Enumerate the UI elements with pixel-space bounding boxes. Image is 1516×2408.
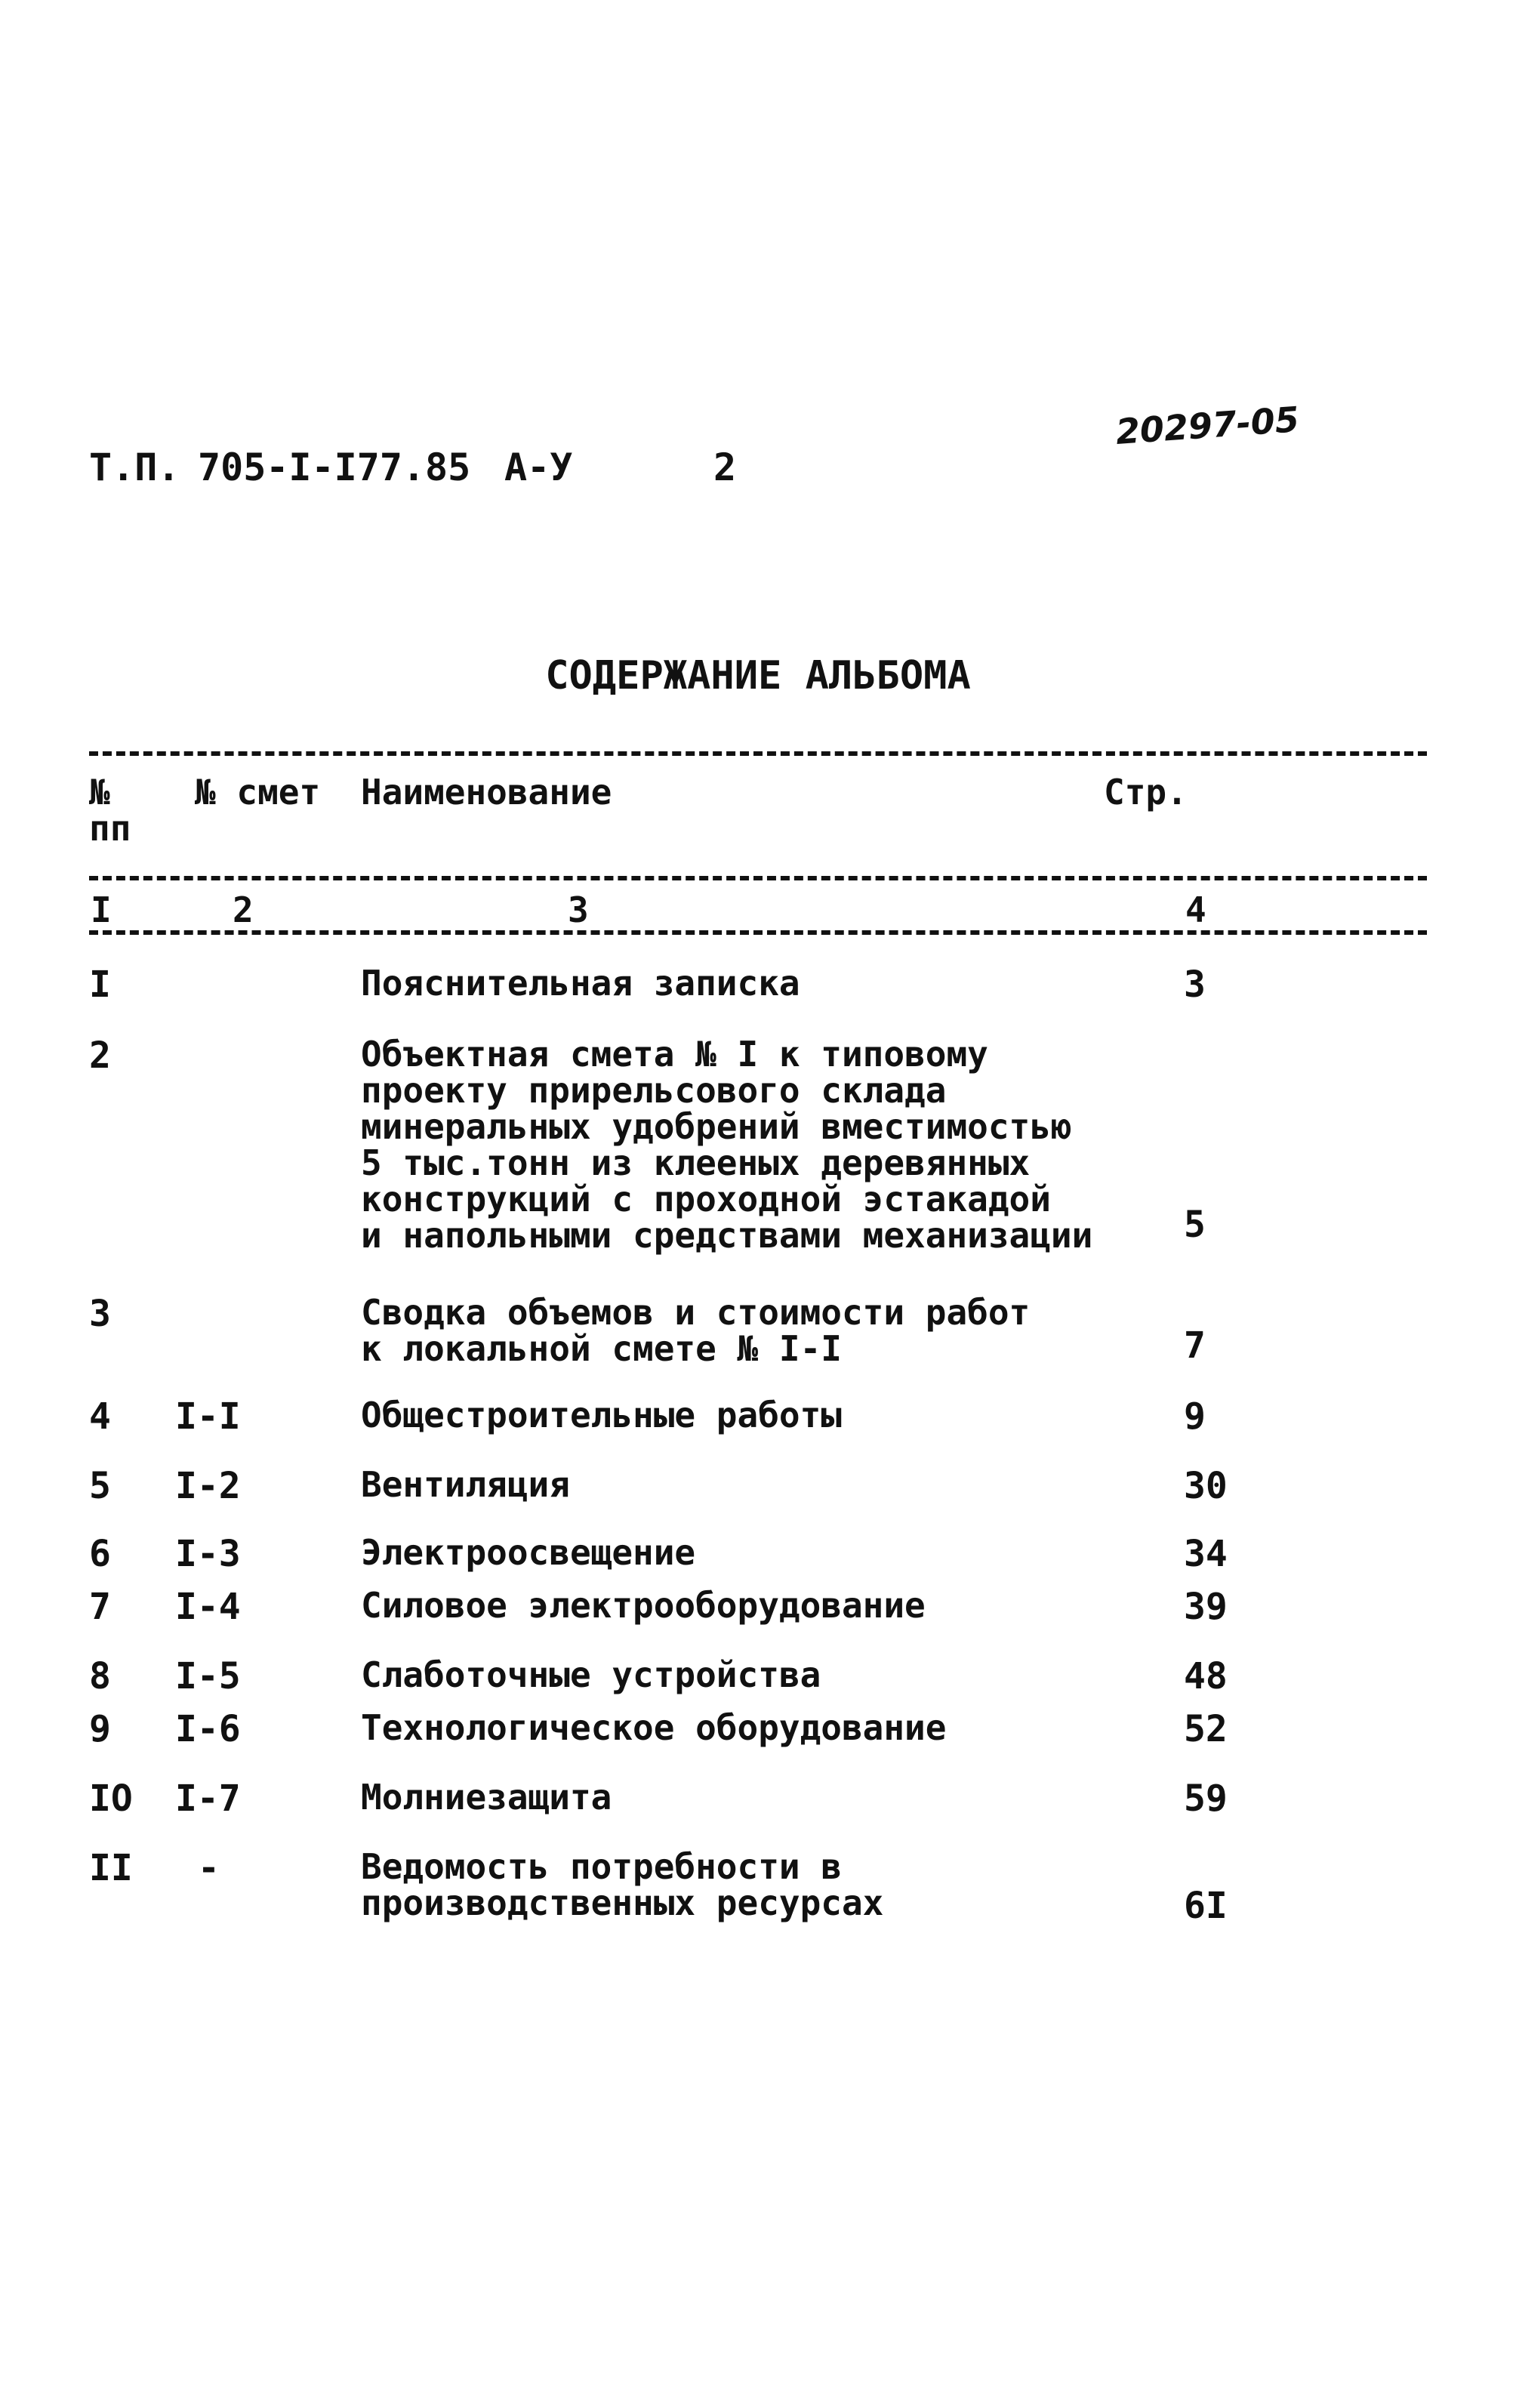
col-header-no-sub: пп	[89, 808, 131, 849]
row-page: 30	[1184, 1465, 1228, 1507]
row-number: 8	[89, 1655, 111, 1697]
row-number: 6	[89, 1533, 111, 1575]
row-page: 6I	[1184, 1885, 1228, 1927]
row-number: 7	[89, 1586, 111, 1628]
row-name: Технологическое оборудование	[361, 1707, 947, 1748]
row-number: 4	[89, 1395, 111, 1438]
row-page: 5	[1184, 1204, 1206, 1246]
row-name: Объектная смета № I к типовому проекту прирельсового склада минеральных удобрений вместимостью 5 тыс.тонн из клееных деревянных конструкций с проходной эстакадой и напольными средствами механизации	[361, 1034, 1093, 1256]
row-name: Ведомость потребности в производственных ресурсах	[361, 1846, 884, 1923]
row-page: 3	[1184, 964, 1206, 1006]
row-estimate: I-5	[175, 1655, 241, 1697]
row-estimate: -	[198, 1847, 220, 1889]
row-estimate: I-2	[175, 1465, 241, 1507]
row-estimate: I-I	[175, 1395, 241, 1438]
colnum-bottom-rule	[89, 930, 1427, 935]
handwritten-number: 20297-05	[1114, 399, 1301, 452]
row-number: 3	[89, 1293, 111, 1335]
row-page: 52	[1184, 1708, 1228, 1750]
row-page: 9	[1184, 1395, 1206, 1438]
album-code: А-У	[504, 446, 573, 489]
row-name: Сводка объемов и стоимости работ к локальной смете № I-I	[361, 1292, 1031, 1369]
row-name: Молниезащита	[361, 1777, 612, 1818]
row-number: II	[89, 1847, 133, 1889]
col-number-3: 3	[568, 890, 589, 930]
row-number: I	[89, 964, 111, 1006]
row-name: Общестроительные работы	[361, 1395, 842, 1435]
doc-code: Т.П.	[89, 446, 180, 489]
col-number-1: I	[91, 890, 112, 930]
row-estimate: I-4	[175, 1586, 241, 1628]
col-number-2: 2	[233, 890, 254, 930]
row-name: Электроосвещение	[361, 1532, 696, 1573]
col-header-page: Стр.	[1104, 772, 1188, 812]
row-page: 7	[1184, 1324, 1206, 1367]
col-header-no: №	[89, 772, 110, 812]
row-page: 59	[1184, 1777, 1228, 1820]
row-name: Силовое электрооборудование	[361, 1585, 926, 1626]
row-estimate: I-6	[175, 1708, 241, 1750]
row-name: Слаботочные устройства	[361, 1654, 821, 1695]
col-number-4: 4	[1185, 890, 1206, 930]
row-estimate: I-7	[175, 1777, 241, 1820]
row-number: 9	[89, 1708, 111, 1750]
row-number: 5	[89, 1465, 111, 1507]
row-page: 48	[1184, 1655, 1228, 1697]
header-bottom-rule	[89, 876, 1427, 880]
page-number: 2	[713, 446, 737, 489]
row-name: Пояснительная записка	[361, 963, 800, 1004]
project-number: 705-I-I77.85	[198, 446, 471, 489]
row-page: 39	[1184, 1586, 1228, 1628]
col-header-name: Наименование	[361, 772, 612, 812]
row-estimate: I-3	[175, 1533, 241, 1575]
table-top-rule	[89, 751, 1427, 756]
col-header-estimate: № смет	[195, 772, 321, 812]
page-title: СОДЕРЖАНИЕ АЛЬБОМА	[545, 653, 971, 698]
row-name: Вентиляция	[361, 1464, 570, 1505]
row-number: IO	[89, 1777, 133, 1820]
row-number: 2	[89, 1034, 111, 1077]
row-page: 34	[1184, 1533, 1228, 1575]
